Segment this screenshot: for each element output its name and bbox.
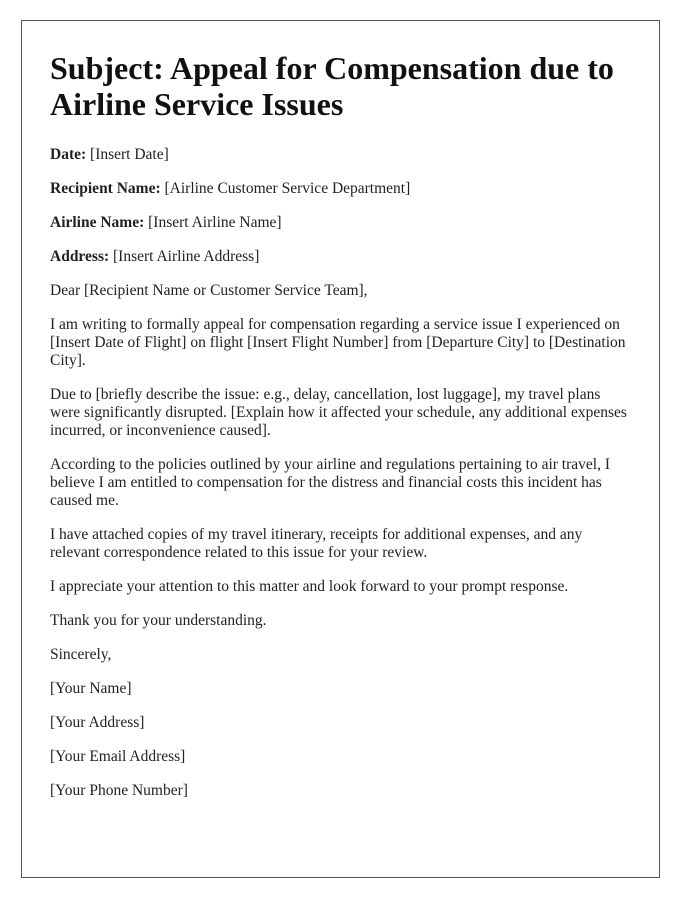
recipient-name-field [50,180,631,198]
airline-name-value: [Insert Airline Name] [144,214,282,231]
closing: Sincerely, [50,646,112,663]
airline-name-label: Airline Name: [50,214,145,231]
body-paragraph: Due to [briefly describe the issue: e.g., delay, cancellation, lost luggage], my travel plans were significantly disrupted. [Explain how it affected your schedule, any additional expenses incurred, or inconvenience caused]. [50,386,627,439]
address-value: [Insert Airline Address] [109,248,260,265]
recipient-name-value: [Airline Customer Service Department] [160,180,411,197]
date-label: Date: [50,146,87,163]
body-paragraph: Thank you for your understanding. [50,612,267,629]
body-paragraph: I appreciate your attention to this matter and look forward to your prompt response. [50,578,569,595]
signature-name: [Your Name] [50,680,132,697]
address-label: Address: [50,248,110,265]
body-paragraph: I am writing to formally appeal for compensation regarding a service issue I experienced on [Insert Date of Flight] on flight [Insert Flight Number] from [Departure City] to [Destination City]. [50,316,626,369]
body-paragraph: According to the policies outlined by your airline and regulations pertaining to air travel, I believe I am entitled to compensation for the distress and financial costs this incident has caused me. [50,456,610,509]
date-value: [Insert Date] [86,146,169,163]
recipient-name-label: Recipient Name: [50,180,161,197]
signature-phone: [Your Phone Number] [50,782,188,799]
salutation: Dear [Recipient Name or Customer Service Team], [50,282,368,299]
letter-subject: Subject: Appeal for Compensation due to Airline Service Issues [50,50,614,122]
address-field [50,248,631,266]
body-paragraph: I have attached copies of my travel itinerary, receipts for additional expenses, and any relevant correspondence related to this issue for your review. [50,526,583,561]
letter-page [21,20,660,878]
signature-email: [Your Email Address] [50,748,186,765]
date-field [50,146,631,164]
signature-address: [Your Address] [50,714,145,731]
airline-name-field [50,214,631,232]
